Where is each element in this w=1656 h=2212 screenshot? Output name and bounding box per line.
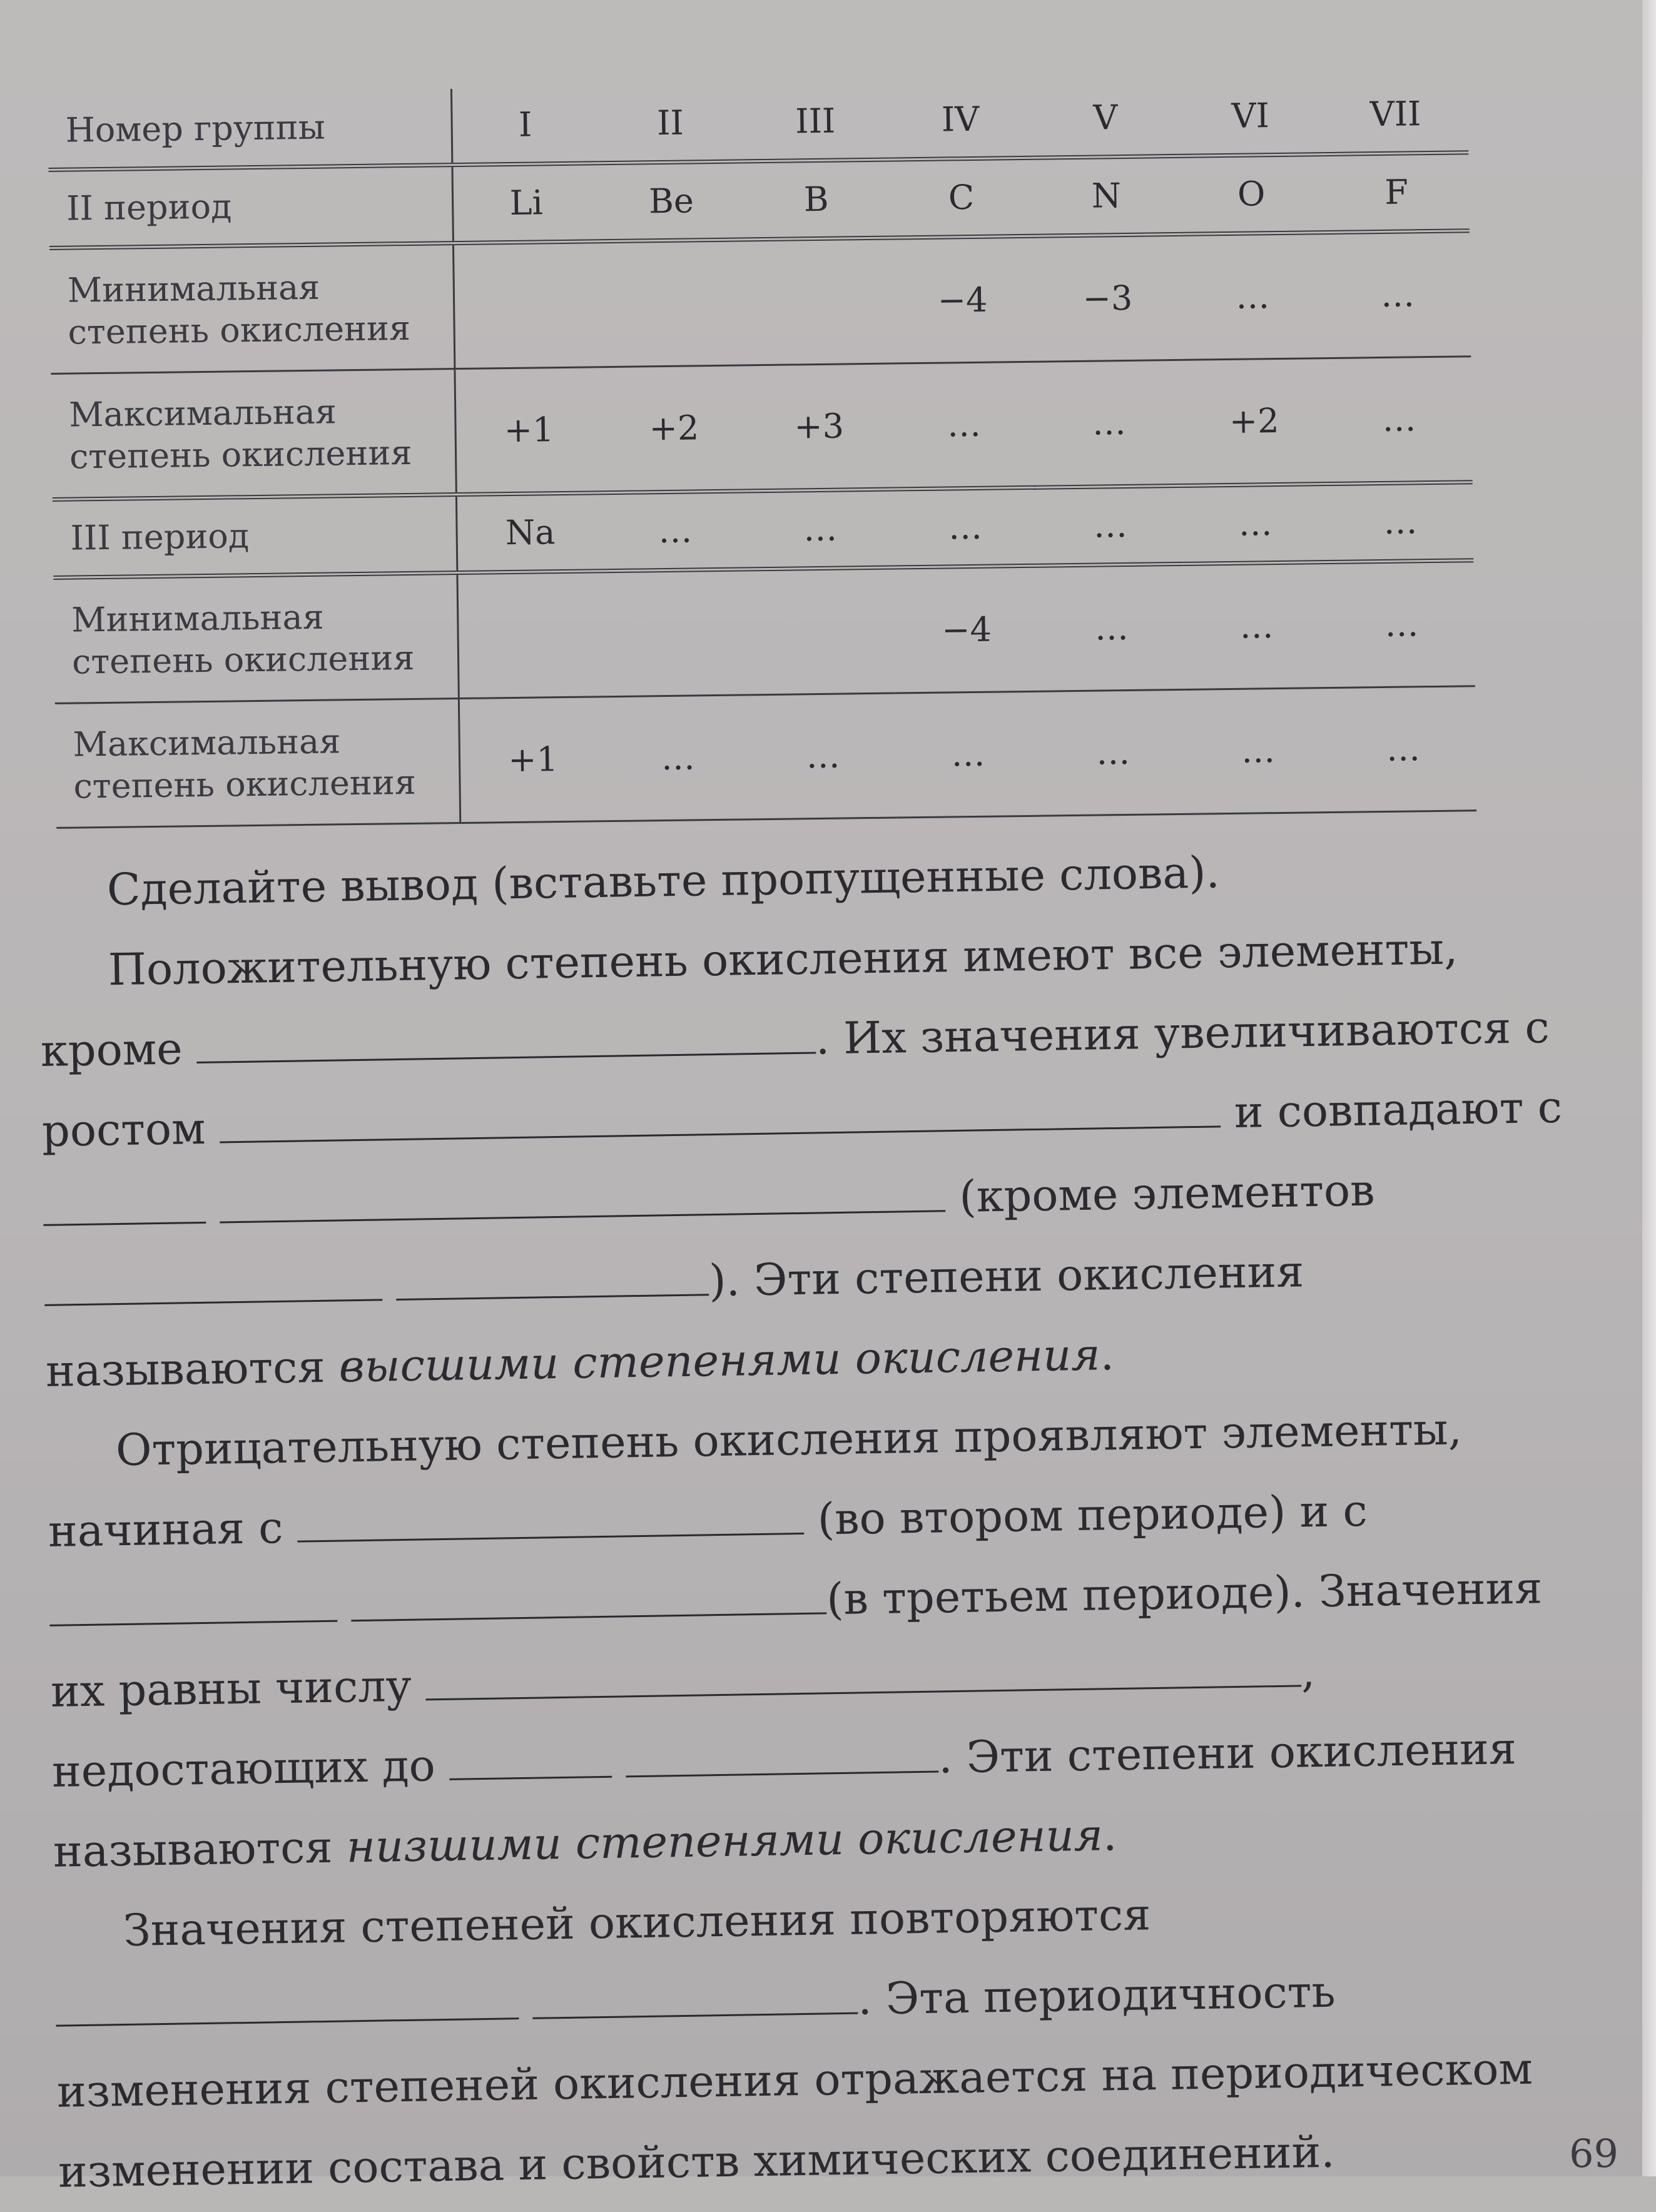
table-cell: O bbox=[1179, 155, 1324, 235]
table-cell: … bbox=[1330, 686, 1476, 813]
fill-blank[interactable] bbox=[351, 1568, 827, 1621]
table-cell: … bbox=[1326, 357, 1472, 484]
text-fragment: (в третьем периоде). Значения их равны числу bbox=[50, 1562, 1543, 1717]
table-cell: … bbox=[892, 487, 1038, 567]
table-cell: B bbox=[743, 160, 889, 240]
row-header: Максимальная степень окисления bbox=[55, 699, 460, 828]
row-header: II период bbox=[48, 165, 453, 248]
table-cell bbox=[599, 240, 746, 367]
fill-blank[interactable] bbox=[425, 1641, 1301, 1700]
text-fragment: . bbox=[1099, 1329, 1115, 1381]
table-row bbox=[51, 357, 1472, 500]
text-fragment: Положительную степень окисления имеют все элементы, кроме bbox=[40, 923, 1458, 1077]
table-cell: −4 bbox=[893, 566, 1040, 693]
table-row bbox=[55, 686, 1476, 828]
fill-blank[interactable] bbox=[532, 1969, 858, 2019]
table-cell: Be bbox=[598, 161, 744, 241]
table-cell: … bbox=[1324, 231, 1471, 358]
table-cell bbox=[748, 567, 895, 695]
table-cell: … bbox=[605, 695, 751, 821]
row-header: III период bbox=[53, 495, 457, 578]
paragraph-negative bbox=[46, 1388, 1580, 1892]
text-fragment: . bbox=[1102, 1809, 1117, 1861]
table-cell: … bbox=[1179, 233, 1326, 360]
table-cell: +3 bbox=[746, 363, 892, 491]
table-cell: N bbox=[1034, 156, 1179, 236]
table-cell: … bbox=[1036, 360, 1182, 487]
table-cell: … bbox=[1328, 561, 1475, 688]
text-fragment: ). Эти степени окисления называются bbox=[45, 1246, 1304, 1397]
page-edge bbox=[1642, 0, 1656, 2176]
row-header: Минимальная степень окисления bbox=[53, 573, 459, 704]
fill-blank[interactable] bbox=[220, 1166, 946, 1223]
table-cell: −4 bbox=[889, 236, 1035, 363]
text-fragment: Значения степеней окисления повторяются bbox=[123, 1889, 1151, 1957]
table-cell: … bbox=[1185, 688, 1331, 814]
fill-blank[interactable] bbox=[219, 1082, 1221, 1143]
row-header: Номер группы bbox=[48, 89, 452, 170]
paragraph-periodicity bbox=[54, 1867, 1585, 2211]
table-cell: +1 bbox=[459, 697, 606, 823]
table-cell: … bbox=[1037, 485, 1183, 566]
text-fragment: . Их значения увеличиваются с ростом bbox=[41, 1002, 1550, 1157]
table-cell: … bbox=[1040, 689, 1186, 816]
table-cell: … bbox=[1039, 564, 1185, 691]
table-cell: … bbox=[748, 489, 893, 569]
table-row bbox=[49, 231, 1471, 374]
table-cell: +1 bbox=[455, 367, 602, 495]
group-cell: I bbox=[452, 87, 599, 165]
group-cell: II bbox=[597, 85, 743, 163]
table-cell: … bbox=[1328, 482, 1473, 562]
table-cell: … bbox=[1184, 562, 1330, 690]
table-cell: Li bbox=[452, 163, 599, 243]
table-cell: … bbox=[895, 691, 1041, 818]
page-number: 69 bbox=[1569, 2131, 1618, 2176]
table-cell: … bbox=[1182, 484, 1328, 564]
oxidation-state-table bbox=[48, 76, 1476, 829]
text-fragment: Отрицательную степень окисления проявляют элементы, начиная с bbox=[48, 1403, 1463, 1557]
table-cell bbox=[457, 571, 605, 699]
group-cell: III bbox=[743, 84, 888, 161]
table-cell: +2 bbox=[601, 365, 747, 493]
fill-blank[interactable] bbox=[449, 1732, 612, 1780]
table-cell: … bbox=[602, 491, 748, 571]
group-cell: IV bbox=[887, 82, 1033, 160]
text-fragment: (во втором периоде) и с bbox=[817, 1484, 1368, 1545]
table-cell: +2 bbox=[1181, 358, 1328, 486]
instruction: Сделайте вывод (вставьте пропущенные слова). bbox=[106, 846, 1221, 916]
table-cell: F bbox=[1323, 153, 1469, 233]
text-fragment: , недостающих до bbox=[51, 1646, 1316, 1797]
exercise-text bbox=[38, 827, 1585, 2212]
table-cell: … bbox=[891, 362, 1037, 489]
fill-blank[interactable] bbox=[196, 1008, 816, 1064]
fill-blank[interactable] bbox=[395, 1250, 709, 1301]
fill-blank[interactable] bbox=[49, 1576, 337, 1626]
fill-blank[interactable] bbox=[43, 1178, 206, 1226]
table-cell bbox=[454, 241, 601, 369]
table-cell: −3 bbox=[1034, 234, 1181, 362]
group-cell: VII bbox=[1323, 76, 1468, 154]
italic-term: низшими степенями окисления bbox=[346, 1809, 1104, 1873]
text-fragment: и совпадают с bbox=[1234, 1081, 1563, 1139]
row-header: Минимальная степень окисления bbox=[49, 243, 455, 374]
table-cell: C bbox=[888, 158, 1034, 238]
italic-term: высшими степенями окисления bbox=[338, 1329, 1101, 1393]
group-cell: V bbox=[1032, 80, 1178, 158]
paragraph-positive bbox=[39, 907, 1573, 1411]
row-header: Максимальная степень окисления bbox=[51, 369, 456, 500]
group-cell: VI bbox=[1177, 78, 1323, 156]
fill-blank[interactable] bbox=[44, 1255, 382, 1306]
fill-blank[interactable] bbox=[297, 1489, 804, 1543]
table-cell bbox=[603, 569, 749, 697]
text-fragment: (кроме элементов bbox=[958, 1164, 1376, 1222]
table-row bbox=[53, 561, 1475, 704]
fill-blank[interactable] bbox=[625, 1727, 938, 1778]
table-cell bbox=[744, 238, 891, 365]
text-fragment: . Эти степени окисления называются bbox=[53, 1723, 1517, 1877]
table-cell: … bbox=[750, 693, 897, 819]
fill-blank[interactable] bbox=[55, 1974, 519, 2027]
text-fragment: . Эта периодичность изменения степеней окисления отражается на периодическом изменении состава и свойств химических соединений. bbox=[56, 1966, 1533, 2198]
table-cell: Na bbox=[456, 493, 603, 573]
